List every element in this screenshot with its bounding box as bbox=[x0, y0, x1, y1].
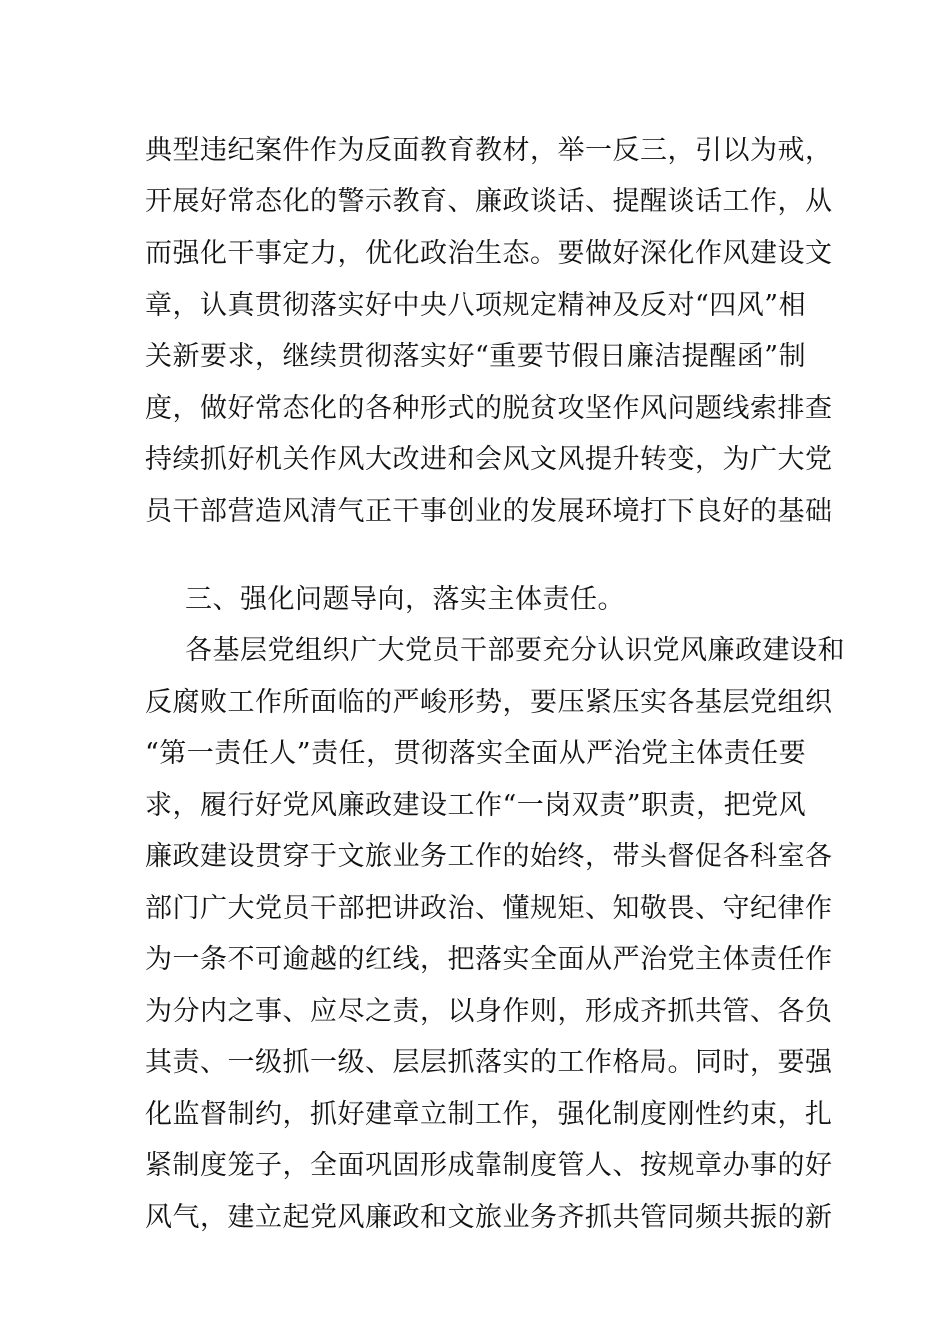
paragraph-line: 化监督制约，抓好建章立制工作，强化制度刚性约束，扎 bbox=[145, 1099, 833, 1130]
paragraph-line: 廉政建设贯穿于文旅业务工作的始终，带头督促各科室各 bbox=[145, 841, 833, 872]
paragraph-line: 求，履行好党风廉政建设工作“一岗双责”职责，把党风 bbox=[145, 790, 807, 821]
paragraph-line: 典型违纪案件作为反面教育教材，举一反三，引以为戒， bbox=[145, 135, 833, 166]
paragraph-line: 而强化干事定力，优化政治生态。要做好深化作风建设文 bbox=[145, 238, 833, 269]
paragraph-line: 为分内之事、应尽之责，以身作则，形成齐抓共管、各负 bbox=[145, 996, 833, 1027]
paragraph-line: 反腐败工作所面临的严峻形势，要压紧压实各基层党组织 bbox=[145, 687, 833, 718]
paragraph-line: 开展好常态化的警示教育、廉政谈话、提醒谈话工作，从 bbox=[145, 186, 833, 217]
paragraph-line: “第一责任人”责任，贯彻落实全面从严治党主体责任要 bbox=[145, 738, 807, 769]
paragraph-line: 其责、一级抓一级、层层抓落实的工作格局。同时，要强 bbox=[145, 1047, 833, 1078]
paragraph-line: 风气，建立起党风廉政和文旅业务齐抓共管同频共振的新 bbox=[145, 1202, 833, 1233]
paragraph-line: 紧制度笼子，全面巩固形成靠制度管人、按规章办事的好 bbox=[145, 1150, 833, 1181]
paragraph-line: 员干部营造风清气正干事创业的发展环境打下良好的基础 bbox=[145, 496, 833, 527]
paragraph-line: 关新要求，继续贯彻落实好“重要节假日廉洁提醒函”制 bbox=[145, 341, 807, 372]
paragraph-line: 章，认真贯彻落实好中央八项规定精神及反对“四风”相 bbox=[145, 290, 807, 321]
section-heading: 三、强化问题导向，落实主体责任。 bbox=[185, 584, 625, 615]
paragraph-line: 持续抓好机关作风大改进和会风文风提升转变，为广大党 bbox=[145, 444, 833, 475]
paragraph-line: 部门广大党员干部把讲政治、懂规矩、知敬畏、守纪律作 bbox=[145, 893, 833, 924]
paragraph-line: 度，做好常态化的各种形式的脱贫攻坚作风问题线索排查 bbox=[145, 393, 833, 424]
paragraph-line: 为一条不可逾越的红线，把落实全面从严治党主体责任作 bbox=[145, 944, 833, 975]
paragraph-line: 各基层党组织广大党员干部要充分认识党风廉政建设和 bbox=[185, 635, 845, 666]
